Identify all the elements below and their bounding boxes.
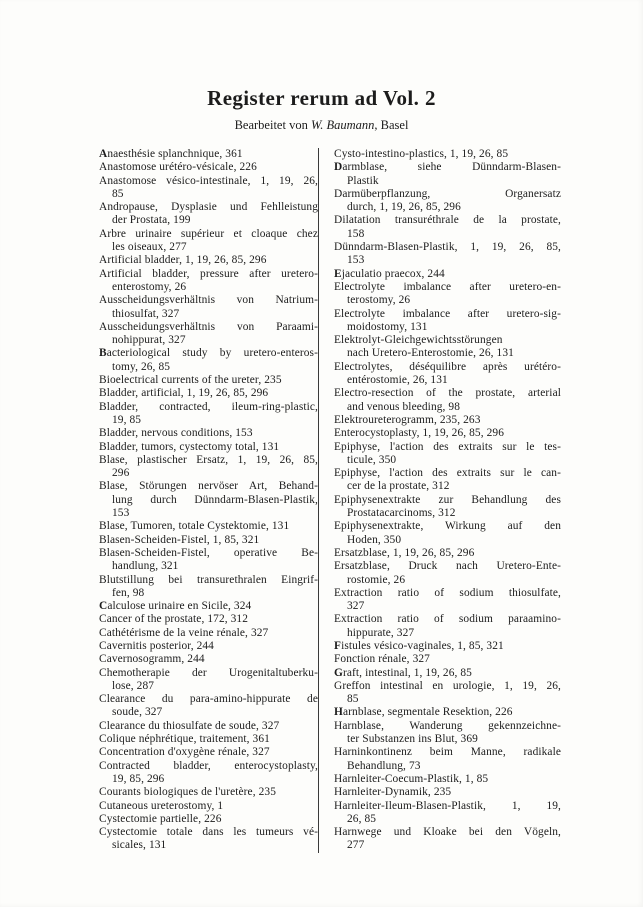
index-entry bbox=[334, 214, 561, 241]
index-entry bbox=[99, 347, 318, 374]
index-entry-line: Darmüberpflanzung, Organersatz bbox=[334, 187, 561, 200]
subtitle-author: W. Baumann bbox=[310, 118, 375, 132]
index-entry bbox=[334, 308, 561, 335]
index-entry-line: Cystectomie totale dans les tumeurs vé- bbox=[99, 826, 318, 839]
index-entry-line: handlung, 321 bbox=[112, 560, 179, 573]
index-entry-line: 327 bbox=[347, 600, 365, 613]
index-entry bbox=[99, 228, 318, 255]
index-entry-line: Artificial bladder, pressure after uretero- bbox=[99, 267, 318, 280]
index-entry-line: Elektroureterogramm, 235, 263 bbox=[334, 413, 481, 426]
index-entry-line: Hoden, 350 bbox=[347, 533, 402, 546]
entry-bold-initial: D bbox=[334, 161, 343, 174]
index-entry-line: Cutaneous ureterostomy, 1 bbox=[99, 799, 224, 812]
index-entry bbox=[99, 800, 318, 813]
index-entry bbox=[334, 161, 561, 188]
index-entry bbox=[99, 454, 318, 481]
index-entry-line: Fistules vésico-vaginales, 1, 85, 321 bbox=[334, 639, 504, 652]
index-entry-line: Blasen-Scheiden-Fistel, 1, 85, 321 bbox=[99, 533, 260, 546]
entry-bold-initial: H bbox=[334, 706, 343, 719]
index-entry bbox=[334, 547, 561, 560]
index-entry bbox=[99, 653, 318, 666]
index-entry bbox=[99, 667, 318, 694]
index-entry-line: sicales, 131 bbox=[112, 839, 167, 852]
index-entry-line: Ersatzblase, Druck nach Uretero-Ente- bbox=[334, 560, 561, 573]
index-entry-line: tomy, 26, 85 bbox=[112, 360, 171, 373]
index-entry bbox=[334, 441, 561, 468]
index-entry-line: nach Uretero-Enterostomie, 26, 131 bbox=[347, 347, 514, 360]
index-entry-line: rostomie, 26 bbox=[347, 573, 406, 586]
index-column-left bbox=[99, 148, 318, 853]
index-entry bbox=[99, 201, 318, 228]
index-entry-line: Bioelectrical currents of the ureter, 235 bbox=[99, 374, 282, 387]
index-entry bbox=[99, 813, 318, 826]
index-entry bbox=[99, 441, 318, 454]
entry-bold-initial: G bbox=[334, 666, 343, 679]
index-entry-line: cer de la prostate, 312 bbox=[347, 480, 450, 493]
index-entry-line: Anastomose urétéro-vésicale, 226 bbox=[99, 161, 257, 174]
index-entry-line: Dilatation transuréthrale de la prostate, bbox=[334, 214, 561, 227]
column-divider-rule bbox=[318, 148, 319, 853]
index-entry-line: Ausscheidungsverhältnis von Natrium- bbox=[99, 294, 318, 307]
index-entry-line: Graft, intestinal, 1, 19, 26, 85 bbox=[334, 666, 472, 679]
entry-bold-initial: B bbox=[99, 347, 107, 360]
index-entry-line: 19, 85 bbox=[112, 413, 142, 426]
index-entry-line: Ausscheidungsverhältnis von Paraami- bbox=[99, 320, 318, 333]
index-entry-line: Harnblase, Wanderung gekennzeichne- bbox=[334, 719, 561, 732]
index-entry-line: 153 bbox=[112, 507, 130, 520]
index-entry-line: Electro-resection of the prostate, arterial bbox=[334, 387, 561, 400]
index-entry-line: Epiphyse, l'action des extraits sur le tes- bbox=[334, 440, 561, 453]
index-entry-line: 158 bbox=[347, 227, 365, 240]
index-entry-line: Artificial bladder, 1, 19, 26, 85, 296 bbox=[99, 254, 267, 267]
index-entry-line: der Prostata, 199 bbox=[112, 214, 191, 227]
index-entry-line: 85 bbox=[112, 187, 124, 200]
index-entry bbox=[334, 680, 561, 707]
index-entry-line: 19, 85, 296 bbox=[112, 772, 165, 785]
index-entry bbox=[99, 574, 318, 601]
index-entry bbox=[99, 693, 318, 720]
index-entry-line: terostomy, 26 bbox=[347, 294, 411, 307]
index-entry bbox=[99, 720, 318, 733]
index-entry bbox=[99, 760, 318, 787]
index-entry bbox=[334, 786, 561, 799]
index-entry bbox=[99, 786, 318, 799]
index-entry-line: Ejaculatio praecox, 244 bbox=[334, 267, 445, 280]
page-subtitle bbox=[0, 118, 643, 133]
index-entry-line: entérostomie, 26, 131 bbox=[347, 374, 448, 387]
index-entry-line: Calculose urinaire en Sicile, 324 bbox=[99, 600, 252, 613]
index-entry-line: soude, 327 bbox=[112, 706, 163, 719]
index-column-right bbox=[334, 148, 561, 853]
index-entry-line: Blasen-Scheiden-Fistel, operative Be- bbox=[99, 546, 318, 559]
index-entry-line: les oiseaux, 277 bbox=[112, 241, 187, 254]
index-entry-line: Cancer of the prostate, 172, 312 bbox=[99, 613, 249, 626]
index-entry-line: Harnleiter-Coecum-Plastik, 1, 85 bbox=[334, 772, 489, 785]
index-entry-line: Ersatzblase, 1, 19, 26, 85, 296 bbox=[334, 546, 475, 559]
index-entry bbox=[99, 627, 318, 640]
index-entry-line: Extraction ratio of sodium thiosulfate, bbox=[334, 586, 561, 599]
index-entry-line: Harnleiter-Dynamik, 235 bbox=[334, 786, 452, 799]
index-entry-line: Harninkontinenz beim Manne, radikale bbox=[334, 746, 561, 759]
index-entry-line: Courants biologiques de l'uretère, 235 bbox=[99, 786, 276, 799]
index-entry bbox=[99, 161, 318, 174]
index-entry bbox=[334, 467, 561, 494]
index-entry bbox=[334, 241, 561, 268]
index-entry bbox=[99, 321, 318, 348]
index-entry-line: ter Substanzen ins Blut, 369 bbox=[347, 733, 478, 746]
index-entry bbox=[334, 427, 561, 440]
index-entry-line: lung durch Dünndarm-Blasen-Plastik, bbox=[112, 493, 318, 506]
index-entry bbox=[334, 746, 561, 773]
index-entry bbox=[334, 826, 561, 853]
index-entry-line: Clearance du thiosulfate de soude, 327 bbox=[99, 719, 280, 732]
index-entry bbox=[334, 587, 561, 614]
index-entry-line: Clearance du para-amino-hippurate de bbox=[99, 693, 318, 706]
index-entry-line: ticule, 350 bbox=[347, 453, 397, 466]
entry-bold-initial: F bbox=[334, 639, 342, 652]
index-entry bbox=[334, 148, 561, 161]
index-columns bbox=[0, 148, 643, 853]
index-entry-line: Blase, Tumoren, totale Cystektomie, 131 bbox=[99, 520, 290, 533]
index-entry-line: Harnblase, segmentale Resektion, 226 bbox=[334, 706, 513, 719]
index-entry bbox=[334, 520, 561, 547]
index-entry-line: Enterocystoplasty, 1, 19, 26, 85, 296 bbox=[334, 427, 505, 440]
index-entry bbox=[99, 547, 318, 574]
index-entry-line: Epiphysenextrakte zur Behandlung des bbox=[334, 493, 561, 506]
index-entry bbox=[99, 600, 318, 613]
index-entry-line: Electrolytes, déséquilibre après urétéro- bbox=[334, 360, 561, 373]
index-entry-line: lose, 287 bbox=[112, 679, 155, 692]
index-entry bbox=[334, 720, 561, 747]
index-entry-line: Colique néphrétique, traitement, 361 bbox=[99, 733, 270, 746]
index-entry bbox=[99, 746, 318, 759]
index-entry bbox=[334, 706, 561, 719]
index-entry-line: Andropause, Dysplasie und Fehlleistung bbox=[99, 201, 318, 214]
index-entry-line: Blutstillung bei transurethralen Eingrif- bbox=[99, 573, 318, 586]
index-entry-line: Harnwege und Kloake bei den Vögeln, bbox=[334, 826, 561, 839]
index-entry bbox=[99, 640, 318, 653]
index-entry-line: Electrolyte imbalance after uretero-sig- bbox=[334, 307, 561, 320]
index-entry-line: moidostomy, 131 bbox=[347, 320, 428, 333]
index-entry-line: and venous bleeding, 98 bbox=[347, 400, 461, 413]
index-entry-line: fen, 98 bbox=[112, 586, 145, 599]
index-entry-line: Cysto-intestino-plastics, 1, 19, 26, 85 bbox=[334, 148, 509, 160]
index-entry-line: Cavernosogramm, 244 bbox=[99, 653, 205, 666]
index-entry bbox=[334, 387, 561, 414]
index-entry-line: Plastik bbox=[347, 174, 379, 187]
index-entry bbox=[334, 667, 561, 680]
index-entry bbox=[99, 613, 318, 626]
index-entry-line: Contracted bladder, enterocystoplasty, bbox=[99, 759, 318, 772]
index-entry-line: Anastomose vésico-intestinale, 1, 19, 26, bbox=[99, 174, 318, 187]
entry-bold-initial: A bbox=[99, 148, 108, 160]
index-entry bbox=[99, 175, 318, 202]
index-entry-line: Bladder, contracted, ileum-ring-plastic, bbox=[99, 400, 318, 413]
index-entry-line: 153 bbox=[347, 254, 365, 267]
index-entry-line: hippurate, 327 bbox=[347, 626, 415, 639]
index-entry-line: 85 bbox=[347, 693, 359, 706]
index-entry-line: Cathétérisme de la veine rénale, 327 bbox=[99, 626, 269, 639]
index-entry-line: thiosulfat, 327 bbox=[112, 307, 180, 320]
index-entry-line: nohippurat, 327 bbox=[112, 334, 186, 347]
index-entry bbox=[99, 254, 318, 267]
index-entry-line: Greffon intestinal en urologie, 1, 19, 26, bbox=[334, 679, 561, 692]
index-entry bbox=[334, 414, 561, 427]
index-entry-line: Prostatacarcinoms, 312 bbox=[347, 507, 456, 520]
index-entry-line: Chemotherapie der Urogenitaltuberku- bbox=[99, 666, 318, 679]
index-entry bbox=[334, 188, 561, 215]
index-entry-line: Epiphysenextrakte, Wirkung auf den bbox=[334, 520, 561, 533]
index-entry-line: Behandlung, 73 bbox=[347, 759, 421, 772]
index-entry bbox=[334, 773, 561, 786]
index-entry bbox=[334, 800, 561, 827]
index-entry-line: Cavernitis posterior, 244 bbox=[99, 639, 214, 652]
entry-bold-initial: E bbox=[334, 267, 342, 280]
index-entry-line: Bacteriological study by uretero-enteros- bbox=[99, 347, 318, 360]
subtitle-suffix: , Basel bbox=[374, 118, 409, 132]
index-entry-line: 277 bbox=[347, 839, 365, 852]
index-entry bbox=[334, 334, 561, 361]
index-entry-line: Fonction rénale, 327 bbox=[334, 653, 430, 666]
index-entry bbox=[99, 387, 318, 400]
index-entry-line: Concentration d'oxygène rénale, 327 bbox=[99, 746, 270, 759]
index-entry bbox=[99, 480, 318, 520]
index-entry bbox=[99, 534, 318, 547]
index-entry-line: Harnleiter-Ileum-Blasen-Plastik, 1, 19, bbox=[334, 799, 561, 812]
index-entry-line: Darmblase, siehe Dünndarm-Blasen- bbox=[334, 161, 561, 174]
index-entry-line: Blase, Störungen nervöser Art, Behand- bbox=[99, 480, 318, 493]
index-entry-line: 26, 85 bbox=[347, 812, 377, 825]
index-entry-line: enterostomy, 26 bbox=[112, 280, 187, 293]
page-title: Register rerum ad Vol. 2 bbox=[207, 86, 436, 110]
index-entry-line: Electrolyte imbalance after uretero-en- bbox=[334, 280, 561, 293]
index-entry-line: Bladder, tumors, cystectomy total, 131 bbox=[99, 440, 280, 453]
entry-bold-initial: C bbox=[99, 600, 108, 613]
index-entry bbox=[99, 427, 318, 440]
index-entry bbox=[334, 361, 561, 388]
index-entry-line: Anaesthésie splanchnique, 361 bbox=[99, 148, 243, 160]
index-entry-line: Extraction ratio of sodium paraamino- bbox=[334, 613, 561, 626]
index-entry bbox=[334, 613, 561, 640]
index-entry-line: Dünndarm-Blasen-Plastik, 1, 19, 26, 85, bbox=[334, 241, 561, 254]
index-entry bbox=[334, 281, 561, 308]
index-entry bbox=[334, 640, 561, 653]
index-entry-line: Epiphyse, l'action des extraits sur le can- bbox=[334, 467, 561, 480]
index-entry-line: Blase, plastischer Ersatz, 1, 19, 26, 85, bbox=[99, 453, 318, 466]
index-entry bbox=[99, 733, 318, 746]
index-entry bbox=[99, 148, 318, 161]
index-entry bbox=[334, 268, 561, 281]
index-entry bbox=[99, 520, 318, 533]
index-entry-line: Bladder, artificial, 1, 19, 26, 85, 296 bbox=[99, 387, 269, 400]
index-entry-line: Elektrolyt-Gleichgewichtsstörungen bbox=[334, 334, 503, 347]
index-entry bbox=[334, 560, 561, 587]
subtitle-prefix: Bearbeitet von bbox=[234, 118, 311, 132]
index-entry bbox=[334, 494, 561, 521]
index-entry-line: Arbre urinaire supérieur et cloaque chez bbox=[99, 227, 318, 240]
index-entry bbox=[99, 401, 318, 428]
index-entry-line: Bladder, nervous conditions, 153 bbox=[99, 427, 253, 440]
index-entry bbox=[99, 826, 318, 853]
index-entry bbox=[99, 374, 318, 387]
index-entry bbox=[99, 294, 318, 321]
index-entry-line: Cystectomie partielle, 226 bbox=[99, 812, 222, 825]
index-entry-line: 296 bbox=[112, 467, 130, 480]
index-entry bbox=[99, 268, 318, 295]
index-entry-line: durch, 1, 19, 26, 85, 296 bbox=[347, 201, 461, 214]
index-entry bbox=[334, 653, 561, 666]
